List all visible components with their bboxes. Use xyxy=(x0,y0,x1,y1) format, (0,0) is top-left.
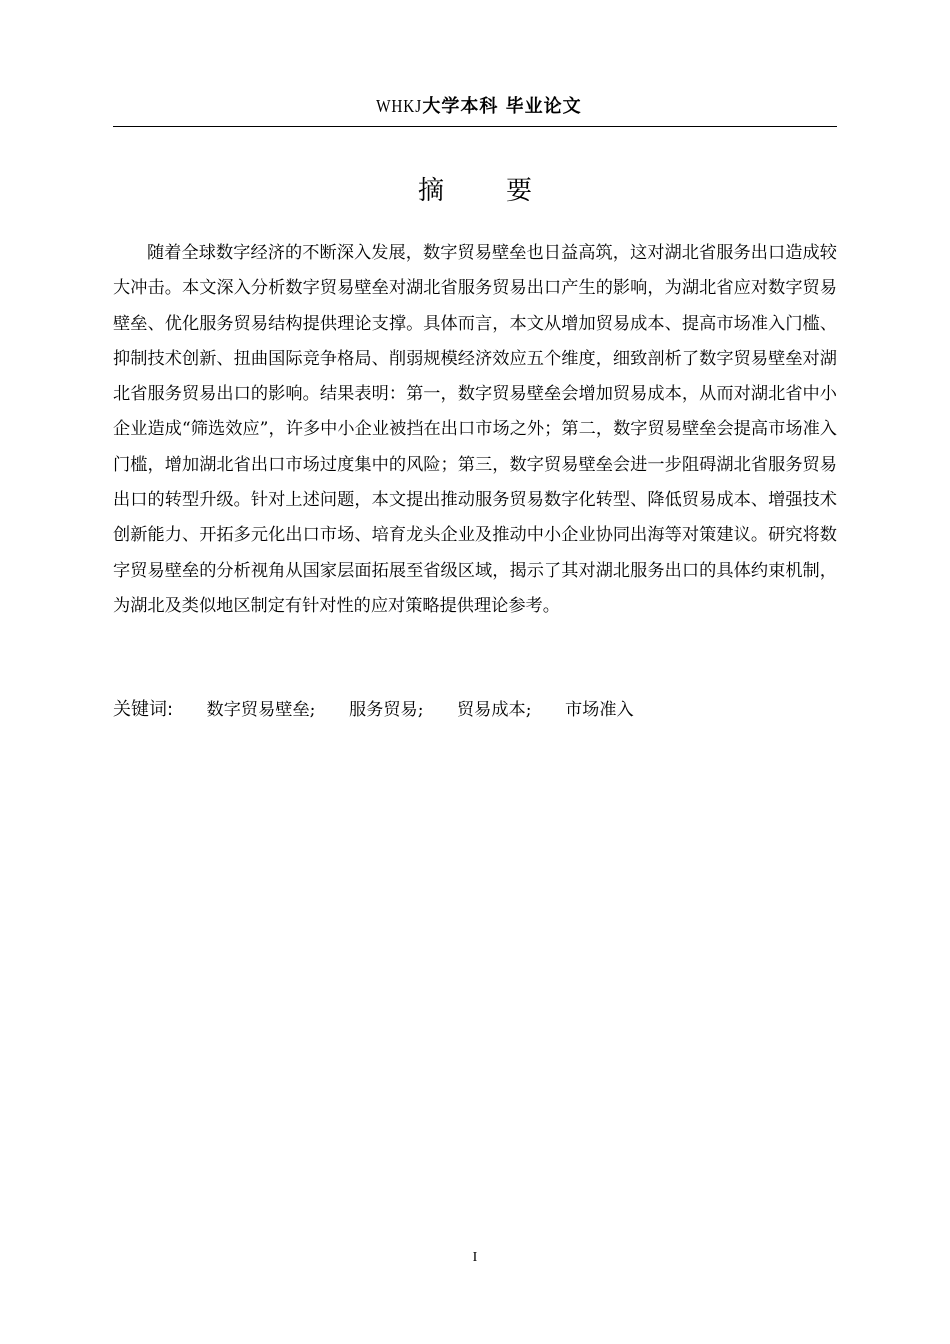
abstract-title: 摘要 xyxy=(417,176,594,206)
keyword-item: 市场准入 xyxy=(564,700,634,720)
keyword-item: 数字贸易壁垒; xyxy=(206,700,316,720)
keywords xyxy=(113,692,837,728)
header-institution: WHKJ xyxy=(376,96,423,116)
keyword-item: 服务贸易; xyxy=(348,700,424,720)
keyword-item: 贸易成本; xyxy=(456,700,532,720)
header-subtitle: 大学本科 毕业论文 xyxy=(422,96,582,117)
header-title xyxy=(368,92,581,121)
page-number: I xyxy=(472,1250,478,1265)
keywords-label: 关键词: xyxy=(113,699,174,720)
page-header xyxy=(113,92,837,127)
abstract-body: 随着全球数字经济的不断深入发展，数字贸易壁垒也日益高筑，这对湖北省服务出口造成较大冲击。本文深入分析数字贸易壁垒对湖北省服务贸易出口产生的影响，为湖北省应对数字贸易壁垒、优化服务贸易结构提供理论支撑。具体而言，本文从增加贸易成本、提高市场准入门槛、抑制技术创新、扭曲国际竞争格局、削弱规模经济效应五个维度，细致剖析了数字贸易壁垒对湖北省服务贸易出口的影响。结果表明：第一，数字贸易壁垒会增加贸易成本，从而对湖北省中小企业造成“筛选效应”，许多中小企业被挡在出口市场之外；第二，数字贸易壁垒会提高市场准入门槛，增加湖北省出口市场过度集中的风险；第三，数字贸易壁垒会进一步阻碍湖北省服务贸易出口的转型升级。针对上述问题，本文提出推动服务贸易数字化转型、降低贸易成本、增强技术创新能力、开拓多元化出口市场、培育龙头企业及推动中小企业协同出海等对策建议。研究将数字贸易壁垒的分析视角从国家层面拓展至省级区域，揭示了其对湖北服务出口的具体约束机制，为湖北及类似地区制定有针对性的应对策略提供理论参考。 xyxy=(113,243,837,616)
